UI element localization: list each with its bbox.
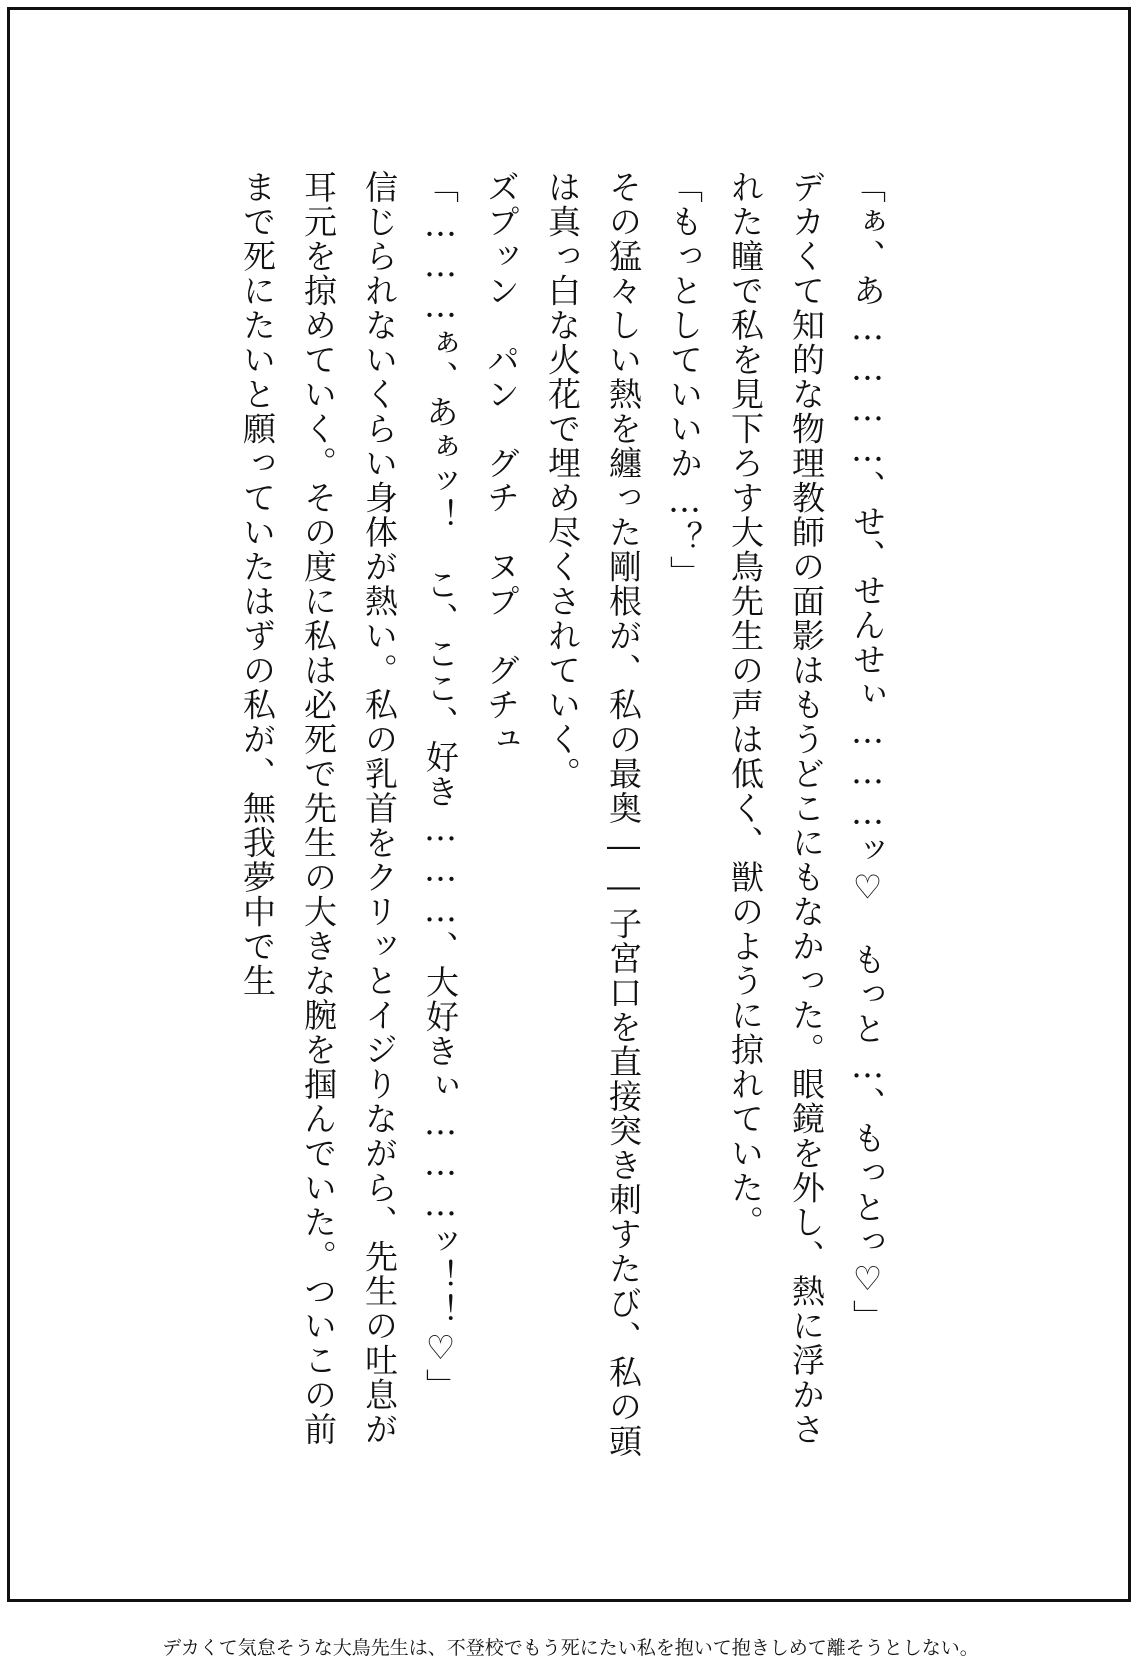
dialogue-line-3: 「………ぁ、あぁッ！ こ、ここ、好き………、大好きぃ………ッ！！♡」 — [421, 170, 460, 1403]
narration-paragraph-1: デカくて知的な物理教師の面影はもうどこにもなかった。眼鏡を外し、熱に浮かされた瞳で私を見下ろす大鳥先生の声は低く、獣のように掠れていた。 — [726, 170, 826, 1447]
book-caption: デカくて気怠そうな大鳥先生は、不登校でもう死にたい私を抱いて抱きしめて離そうとしない。 — [162, 1637, 979, 1659]
narration-paragraph-3: 信じられないくらい身体が熱い。私の乳首をクリッとイジりながら、先生の吐息が耳元を掠めていく。その度に私は必死で先生の大きな腕を掴んでいた。ついこの前まで死にたいと願っていたはずの私が、無我夢中で生 — [238, 170, 399, 1447]
page-frame — [7, 7, 1131, 1602]
dialogue-line-1: 「ぁ、あ…………、せ、せんせぃ………ッ♡ もっと…、もっとっ♡」 — [848, 170, 887, 1334]
sound-effect-line: ズプッン パン グチ ヌプ グチュ — [482, 170, 521, 757]
novel-body-text — [227, 170, 898, 1460]
dialogue-line-2: 「もっとしていいか…？」 — [665, 170, 704, 590]
narration-paragraph-2: その猛々しい熱を纏った剛根が、私の最奥――子宮口を直接突き刺すたび、私の頭は真っ白な火花で埋め尽くされていく。 — [543, 170, 643, 1459]
